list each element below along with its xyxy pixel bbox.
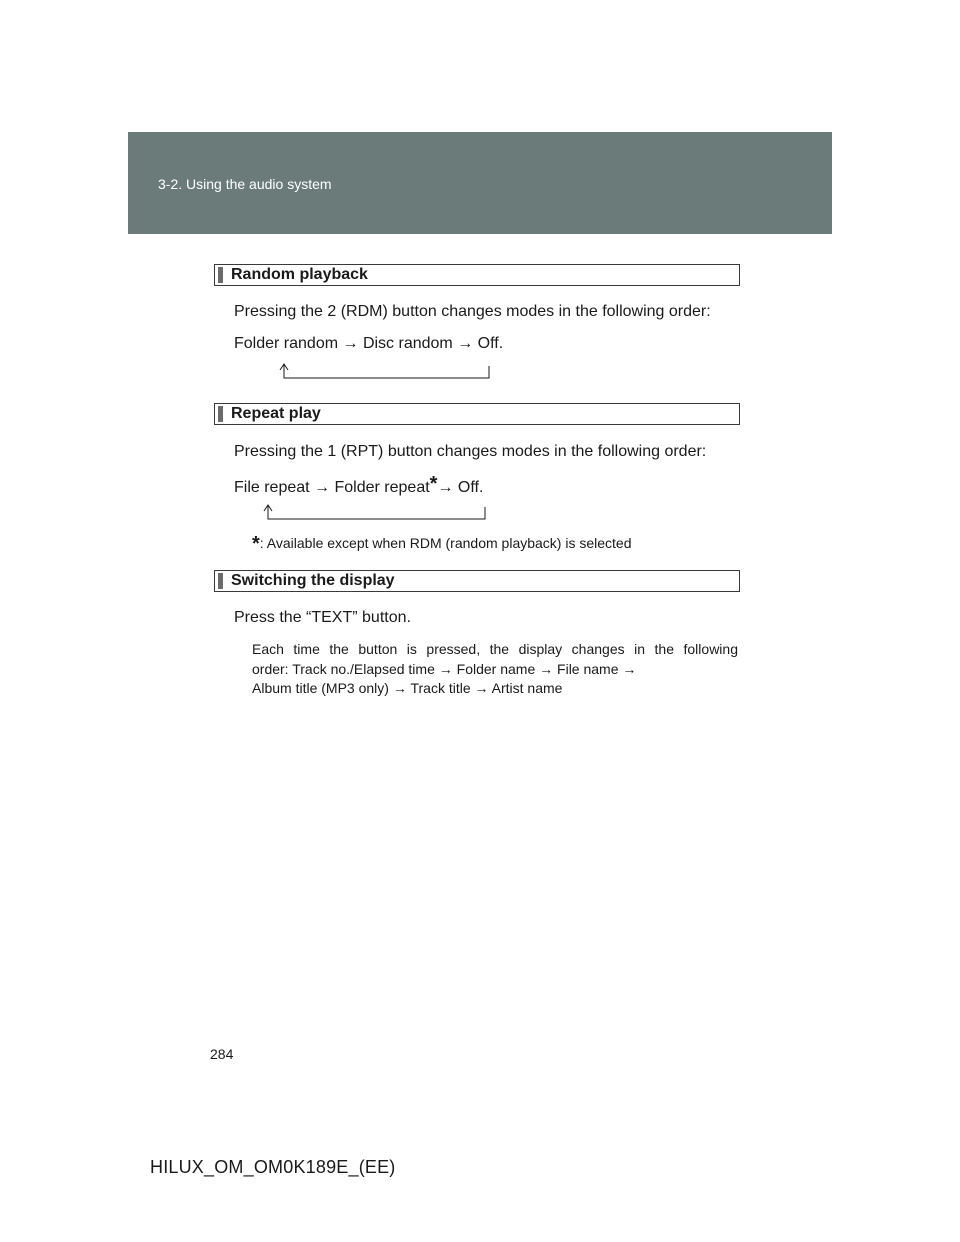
header-section-title: 3-2. Using the audio system <box>158 176 332 192</box>
display-note-line-3: Album title (MP3 only) → Track title → Artist name <box>252 680 563 696</box>
document-code: HILUX_OM_OM0K189E_(EE) <box>150 1157 396 1177</box>
heading-switching-display: Switching the display <box>214 570 740 592</box>
page-number: 284 <box>210 1046 234 1062</box>
loop-back-arrow-icon <box>256 503 491 523</box>
arrow-icon: → <box>622 661 637 677</box>
heading-random-playback: Random playback <box>214 264 740 286</box>
arrow-icon: → <box>314 479 331 496</box>
repeat-sequence: File repeat → Folder repeat*→ Off. <box>234 473 484 496</box>
display-note-line-2: order: Track no./Elapsed time → Folder name → File name → <box>252 661 637 677</box>
header-bar <box>128 132 832 234</box>
repeat-body: Pressing the 1 (RPT) button changes modes in the following order: <box>234 443 707 460</box>
display-body: Press the “TEXT” button. <box>234 609 411 626</box>
arrow-icon: → <box>437 479 454 496</box>
arrow-icon: → <box>392 680 407 696</box>
random-body: Pressing the 2 (RDM) button changes modes in the following order: <box>234 303 711 320</box>
arrow-icon: → <box>342 335 359 352</box>
display-note-line-1: Each time the button is pressed, the display changes in the following <box>252 641 738 657</box>
repeat-footnote: *: Available except when RDM (random playback) is selected <box>252 533 632 555</box>
arrow-icon: → <box>438 661 453 677</box>
asterisk-mark: * <box>429 473 438 495</box>
arrow-icon: → <box>474 680 489 696</box>
loop-back-arrow-icon <box>270 362 500 382</box>
random-sequence: Folder random → Disc random → Off. <box>234 335 504 352</box>
arrow-icon: → <box>539 661 554 677</box>
asterisk-mark: * <box>252 533 260 555</box>
arrow-icon: → <box>457 335 474 352</box>
heading-repeat-play: Repeat play <box>214 403 740 425</box>
